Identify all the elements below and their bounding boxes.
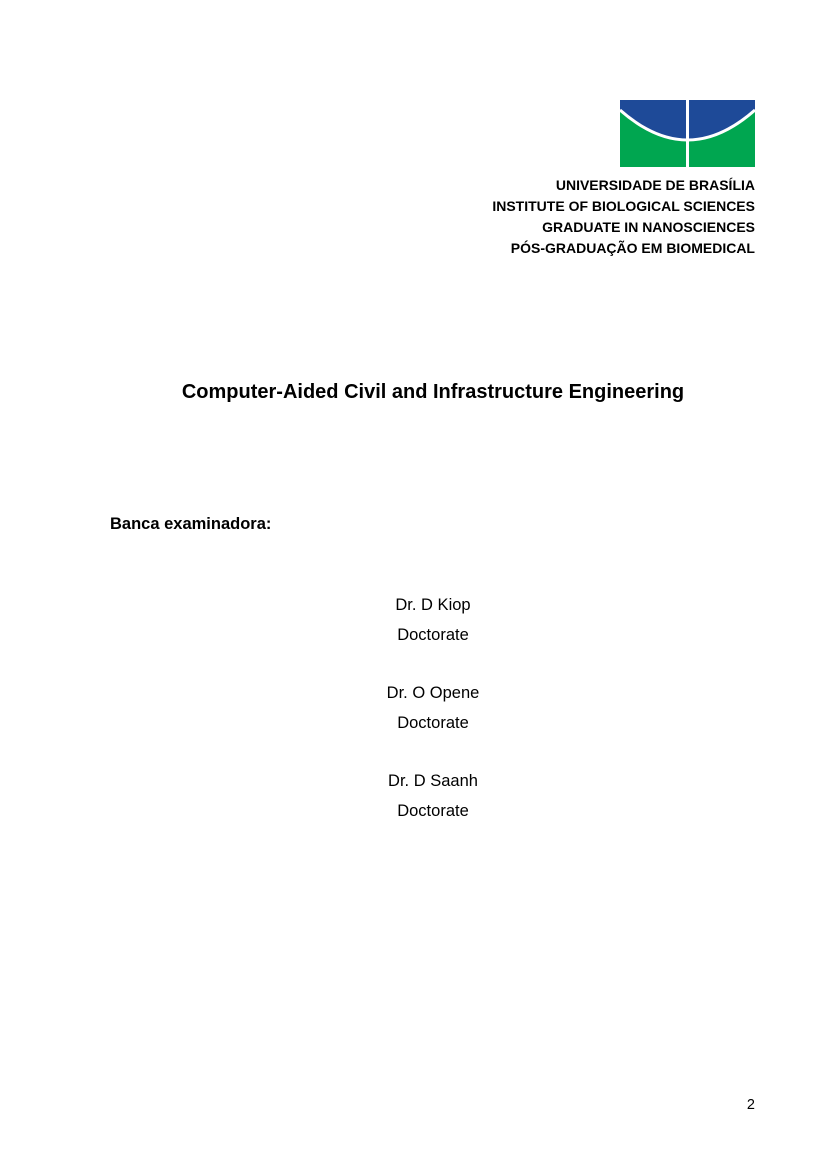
- university-name: UNIVERSIDADE DE BRASÍLIA: [555, 177, 755, 193]
- examiner-title: Doctorate: [397, 714, 469, 732]
- examining-board-label: Banca examinadora:: [110, 515, 272, 533]
- examiner-item: [300, 766, 566, 854]
- page-number: 2: [746, 1097, 755, 1113]
- unb-logo-icon: [620, 100, 755, 167]
- document-title: Computer-Aided Civil and Infrastructure Engineering: [181, 381, 685, 403]
- postgraduate-program: PÓS-GRADUAÇÃO EM BIOMEDICAL: [510, 240, 755, 256]
- examiner-name: Dr. O Opene: [386, 684, 480, 702]
- examiner-title: Doctorate: [397, 626, 469, 644]
- examiner-title: Doctorate: [397, 802, 469, 820]
- examiner-item: [300, 590, 566, 678]
- institute-name: INSTITUTE OF BIOLOGICAL SCIENCES: [492, 198, 755, 214]
- graduate-program: GRADUATE IN NANOSCIENCES: [542, 219, 755, 235]
- examiner-list: [300, 590, 566, 854]
- examiner-name: Dr. D Saanh: [388, 772, 478, 790]
- examiner-item: [300, 678, 566, 766]
- examiner-name: Dr. D Kiop: [395, 596, 471, 614]
- university-logo: [620, 100, 755, 167]
- institution-header: [492, 175, 755, 259]
